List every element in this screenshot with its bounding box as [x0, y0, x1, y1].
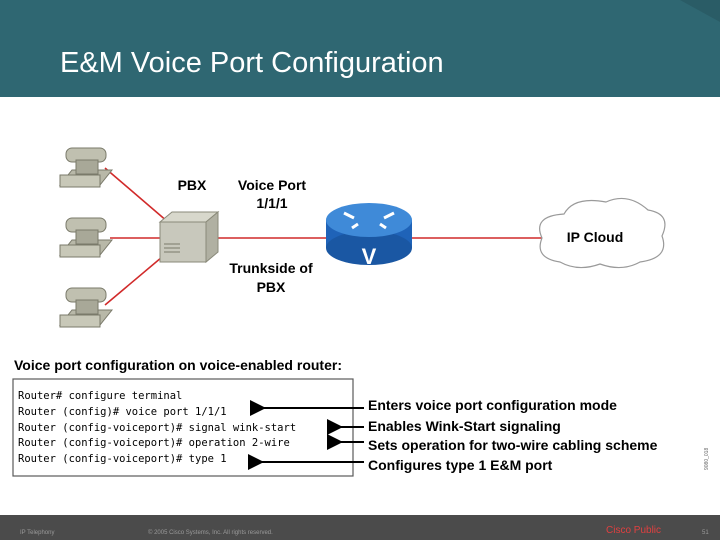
link-phone3-pbx: [105, 252, 168, 305]
command-line: Router (config-voiceport)# signal wink-start: [18, 422, 297, 434]
voice-port-label: Voice Port: [237, 177, 307, 193]
figure-id: 9080_018: [704, 447, 710, 470]
footer-copyright: © 2005 Cisco Systems, Inc. All rights reserved.: [148, 530, 273, 536]
command-description: Enters voice port configuration mode: [368, 397, 617, 413]
command-description: Enables Wink-Start signaling: [368, 418, 561, 434]
voice-port-number: 1/1/1: [256, 195, 288, 211]
command-line: Router (config-voiceport)# type 1: [18, 453, 227, 465]
router-v-label: V: [361, 244, 377, 269]
trunkside-label: Trunkside of: [229, 260, 313, 276]
slide-title: E&M Voice Port Configuration: [60, 47, 444, 79]
voice-router-icon: [326, 203, 412, 269]
telephone-icon: [60, 288, 112, 327]
telephone-icon: [60, 148, 112, 187]
command-line: Router (config-voiceport)# operation 2-wire: [18, 437, 290, 449]
telephone-icon: [60, 218, 112, 257]
footer-bar: [0, 515, 720, 540]
header-bar: [0, 0, 720, 97]
header-corner: [680, 0, 720, 22]
pbx-icon: [160, 212, 218, 262]
trunkside-label-pbx: PBX: [256, 279, 286, 295]
command-description: Configures type 1 E&M port: [368, 457, 553, 473]
footer-classification: Cisco Public: [606, 525, 662, 536]
link-phone1-pbx: [105, 168, 168, 222]
command-description: Sets operation for two-wire cabling scheme: [368, 437, 658, 453]
command-line: Router# configure terminal: [18, 390, 183, 402]
cloud-label: IP Cloud: [566, 229, 624, 245]
command-line: Router (config)# voice port 1/1/1: [18, 406, 227, 418]
pbx-label: PBX: [177, 177, 207, 193]
voice-port-diagram: [0, 97, 720, 515]
footer-page-number: 51: [702, 530, 709, 536]
footer-course: IP Telephony: [20, 530, 55, 536]
config-heading: Voice port configuration on voice-enabled router:: [14, 357, 342, 373]
